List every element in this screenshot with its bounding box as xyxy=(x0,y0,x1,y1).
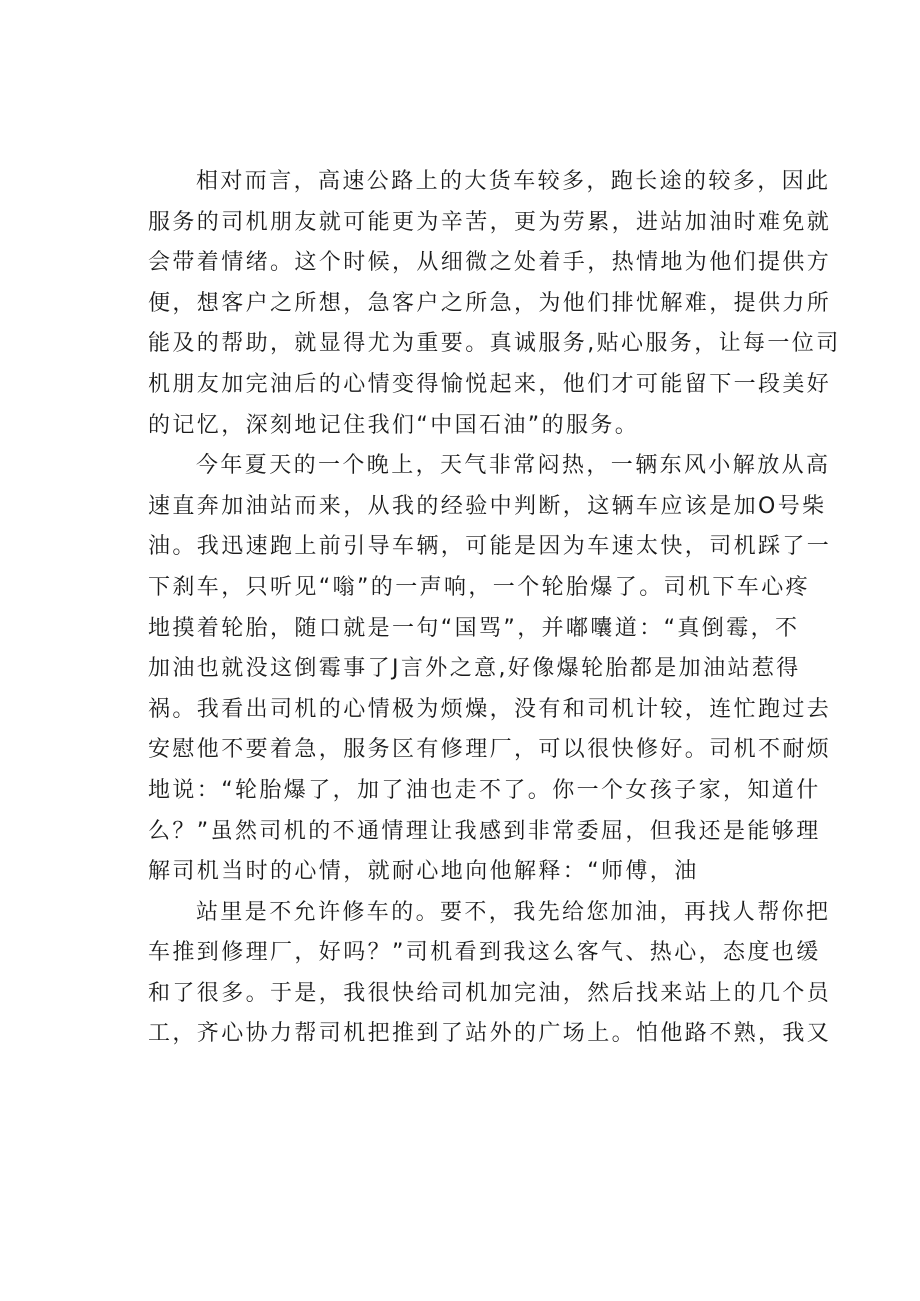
document-page xyxy=(148,162,841,1055)
text-line: 安慰他不要着急，服务区有修理厂，可以很快修好。司机不耐烦 xyxy=(148,737,832,763)
text-line: 今年夏天的一个晚上，天气非常闷热，一辆东风小解放从高 xyxy=(196,453,831,479)
text-line: 祸。我看出司机的心情极为烦燥，没有和司机计较，连忙跑过去 xyxy=(148,696,832,722)
text-line: 工，齐心协力帮司机把推到了站外的广场上。怕他路不熟，我又 xyxy=(148,1021,832,1047)
text-line: 地摸着轮胎，随口就是一句“国骂”，并嘟囔道：“真倒霉，不 xyxy=(148,615,800,641)
text-line: 和了很多。于是，我很快给司机加完油，然后找来站上的几个员 xyxy=(148,980,832,1006)
text-line: 便，想客户之所想，急客户之所急，为他们排忧解难，提供力所 xyxy=(148,290,832,316)
text-line: 服务的司机朋友就可能更为辛苦，更为劳累，进站加油时难免就 xyxy=(148,209,832,235)
text-line: 相对而言，高速公路上的大货车较多，跑长途的较多，因此 xyxy=(196,169,831,194)
text-line: 油。我迅速跑上前引导车辆，可能是因为车速太快，司机踩了一 xyxy=(148,534,832,560)
text-line: 机朋友加完油后的心情变得愉悦起来，他们才可能留下一段美好 xyxy=(148,371,832,397)
text-line: 车推到修理厂，好吗？”司机看到我这么客气、热心，态度也缓 xyxy=(148,940,821,966)
text-line: 会带着情绪。这个时候，从细微之处着手，热情地为他们提供方 xyxy=(148,250,832,276)
paragraph-1 xyxy=(148,162,841,446)
text-line: 的记忆，深刻地记住我们“中国石油”的服务。 xyxy=(148,412,640,438)
text-line: 么？”虽然司机的不通情理让我感到非常委屈，但我还是能够理 xyxy=(148,818,821,844)
text-line: 地说：“轮胎爆了，加了油也走不了。你一个女孩子家，知道什 xyxy=(148,777,821,803)
text-line: 解司机当时的心情，就耐心地向他解释：“师傅，油 xyxy=(148,859,699,885)
paragraph-3 xyxy=(148,893,832,1055)
text-line: 加油也就没这倒霉事了J言外之意,好像爆轮胎都是加油站惹得 xyxy=(148,656,801,682)
text-line: 速直奔加油站而来，从我的经验中判断，这辆车应该是加O号柴 xyxy=(148,493,827,519)
text-line: 能及的帮助，就显得尤为重要。真诚服务,贴心服务，让每一位司 xyxy=(148,331,841,357)
text-line: 站里是不允许修车的。要不，我先给您加油，再找人帮你把 xyxy=(196,899,831,925)
paragraph-2 xyxy=(148,446,832,893)
text-line: 下刹车，只听见“嗡”的一声响，一个轮胎爆了。司机下车心疼 xyxy=(148,574,810,600)
